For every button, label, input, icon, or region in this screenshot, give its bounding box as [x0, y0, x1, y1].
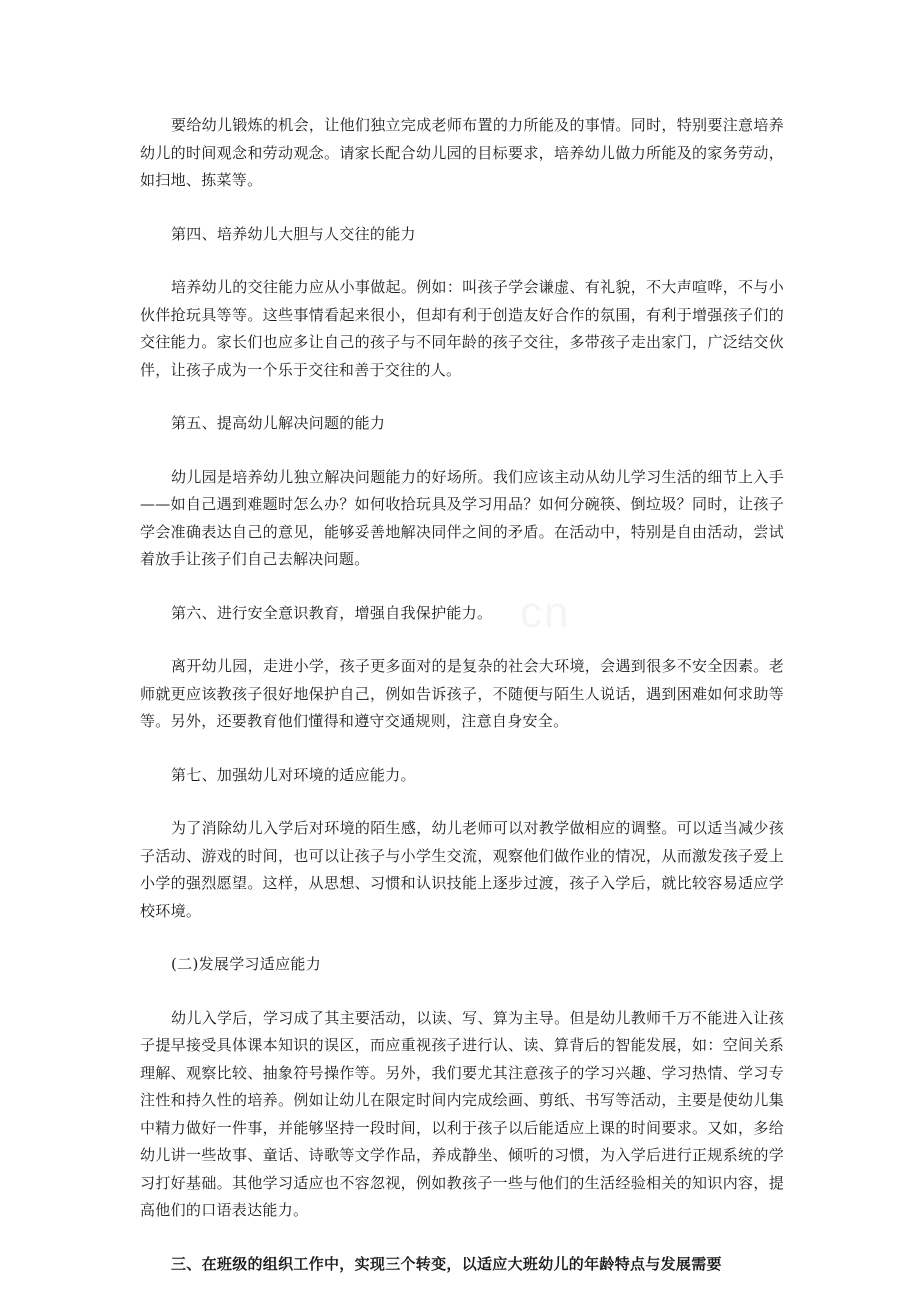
paragraph-environment: 为了消除幼儿入学后对环境的陌生感，幼儿老师可以对教学做相应的调整。可以适当减少孩子活动、游戏的时间，也可以让孩子与小学生交流，观察他们做作业的情况，从而激发孩子爱上小学的强烈愿望。这样，从思想、习惯和认识技能上逐步过渡，孩子入学后，就比较容易适应学校环境。: [140, 819, 784, 920]
heading-point-six: 第六、进行安全意识教育，增强自我保护能力。: [171, 603, 493, 622]
paragraph-intro: 要给幼儿锻炼的机会，让他们独立完成老师布置的力所能及的事情。同时，特别要注意培养幼儿的时间观念和劳动观念。请家长配合幼儿园的目标要求，培养幼儿做力所能及的家务劳动，如扫地、拣菜等。: [140, 116, 784, 189]
paragraph-problem-solving: 幼儿园是培养幼儿独立解决问题能力的好场所。我们应该主动从幼儿学习生活的细节上入手——如自己遇到难题时怎么办？如何收拾玩具及学习用品？如何分碗筷、倒垃圾？同时，让孩子学会准确表达自己的意见，能够妥善地解决同伴之间的矛盾。在活动中，特别是自由活动，尝试着放手让孩子们自己去解决问题。: [140, 467, 784, 568]
watermark: cn: [520, 588, 571, 637]
heading-point-four: 第四、培养幼儿大胆与人交往的能力: [171, 224, 416, 243]
paragraph-safety: 离开幼儿园，走进小学，孩子更多面对的是复杂的社会大环境，会遇到很多不安全因素。老师就更应该教孩子很好地保护自己，例如告诉孩子，不随便与陌生人说话，遇到困难如何求助等等。另外，还要教育他们懂得和遵守交通规则，注意自身安全。: [140, 657, 784, 730]
paragraph-social-skills: 培养幼儿的交往能力应从小事做起。例如：叫孩子学会谦虚、有礼貌，不大声喧哗，不与小伙伴抢玩具等等。这些事情看起来很小，但却有利于创造友好合作的氛围，有利于增强孩子们的交往能力。家长们也应多让自己的孩子与不同年龄的孩子交往，多带孩子走出家门，广泛结交伙伴，让孩子成为一个乐于交往和善于交往的人。: [140, 278, 784, 379]
heading-learning-adaptation: (二)发展学习适应能力: [171, 955, 322, 973]
heading-point-five: 第五、提高幼儿解决问题的能力: [171, 414, 386, 432]
heading-point-seven: 第七、加强幼儿对环境的适应能力。: [171, 765, 416, 784]
document-body: [140, 112, 784, 1278]
paragraph-learning: 幼儿入学后，学习成了其主要活动，以读、写、算为主导。但是幼儿教师千万不能进入让孩子提早接受具体课本知识的误区，而应重视孩子进行认、读、算背后的智能发展，如：空间关系理解、观察比较、抽象符号操作等。另外，我们要尤其注意孩子的学习兴趣、学习热情、学习专注性和持久性的培养。例如让幼儿在限定时间内完成绘画、剪纸、书写等活动，主要是使幼儿集中精力做好一件事，并能够坚持一段时间，以利于孩子以后能适应上课的时间要求。又如，多给幼儿讲一些故事、童话、诗歌等文学作品，养成静坐、倾听的习惯，为入学后进行正规系统的学习打好基础。其他学习适应也不容忽视，例如教孩子一些与他们的生活经验相关的知识内容，提高他们的口语表达能力。: [140, 1008, 784, 1219]
section-heading-three: 三、在班级的组织工作中，实现三个转变，以适应大班幼儿的年龄特点与发展需要: [171, 1254, 722, 1273]
